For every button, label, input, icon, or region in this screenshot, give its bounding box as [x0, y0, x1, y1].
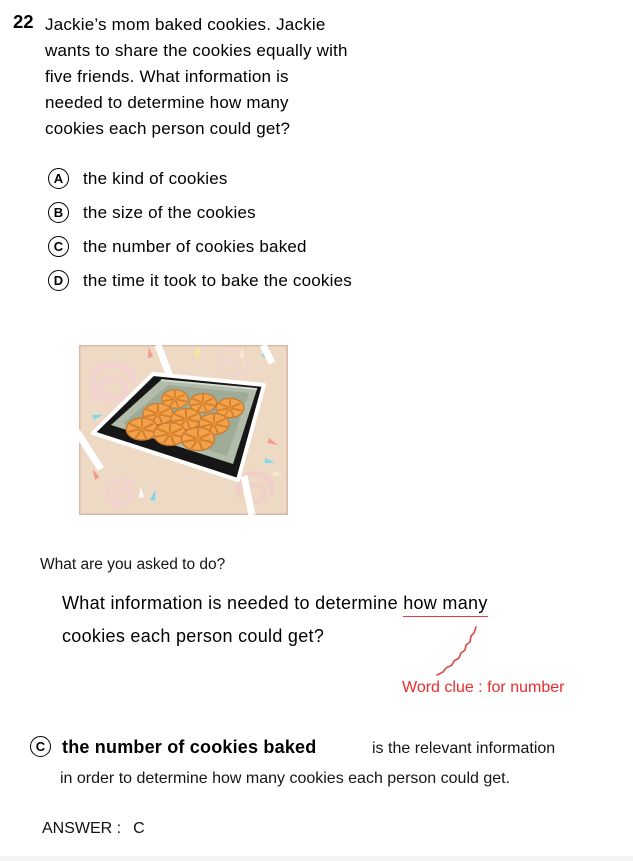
choice-c-letter-icon: C: [48, 236, 69, 257]
choice-d: [48, 270, 352, 291]
choice-c-label: the number of cookies baked: [83, 236, 307, 256]
solution-choice-text: the number of cookies baked: [62, 737, 317, 757]
underlined-phrase: how many: [403, 593, 487, 617]
solution-letter-icon: C: [30, 736, 51, 757]
word-clue-curve: [400, 624, 500, 680]
question-line: wants to share the cookies equally with: [45, 41, 348, 60]
choice-c: [48, 236, 352, 257]
bottom-strip: [0, 856, 633, 861]
solution-suffix: is the relevant information: [372, 740, 556, 757]
choice-a-label: the kind of cookies: [83, 168, 228, 188]
cookie: [126, 418, 158, 440]
solution-continuation: in order to determine how many cookies each person could get.: [60, 770, 511, 787]
choice-a: [48, 168, 352, 189]
choice-b-label: the size of the cookies: [83, 202, 256, 222]
question-line: Jackie’s mom baked cookies. Jackie: [45, 15, 326, 34]
question-text: [45, 12, 348, 142]
question-line: five friends. What information is: [45, 67, 289, 86]
cookie: [182, 427, 215, 450]
choice-b: [48, 202, 352, 223]
choice-d-label: the time it took to bake the cookies: [83, 270, 352, 290]
choice-b-letter-icon: B: [48, 202, 69, 223]
restated-line-2: cookies each person could get?: [62, 626, 325, 646]
question-number: 22: [13, 11, 34, 32]
restated-line1-prefix: What information is needed to determine: [62, 593, 404, 613]
answer-label: ANSWER :: [42, 820, 122, 837]
question-line: cookies each person could get?: [45, 119, 291, 138]
answer-choices: [48, 168, 352, 291]
answer-value: C: [133, 820, 145, 837]
cookie-tray-illustration: [79, 345, 288, 515]
final-answer: [42, 820, 145, 838]
choice-d-letter-icon: D: [48, 270, 69, 291]
word-clue-label: Word clue : for number: [402, 679, 565, 696]
prompt-label: What are you asked to do?: [40, 556, 226, 573]
restated-line-1: [62, 587, 488, 620]
choice-a-letter-icon: A: [48, 168, 69, 189]
question-line: needed to determine how many: [45, 93, 289, 112]
